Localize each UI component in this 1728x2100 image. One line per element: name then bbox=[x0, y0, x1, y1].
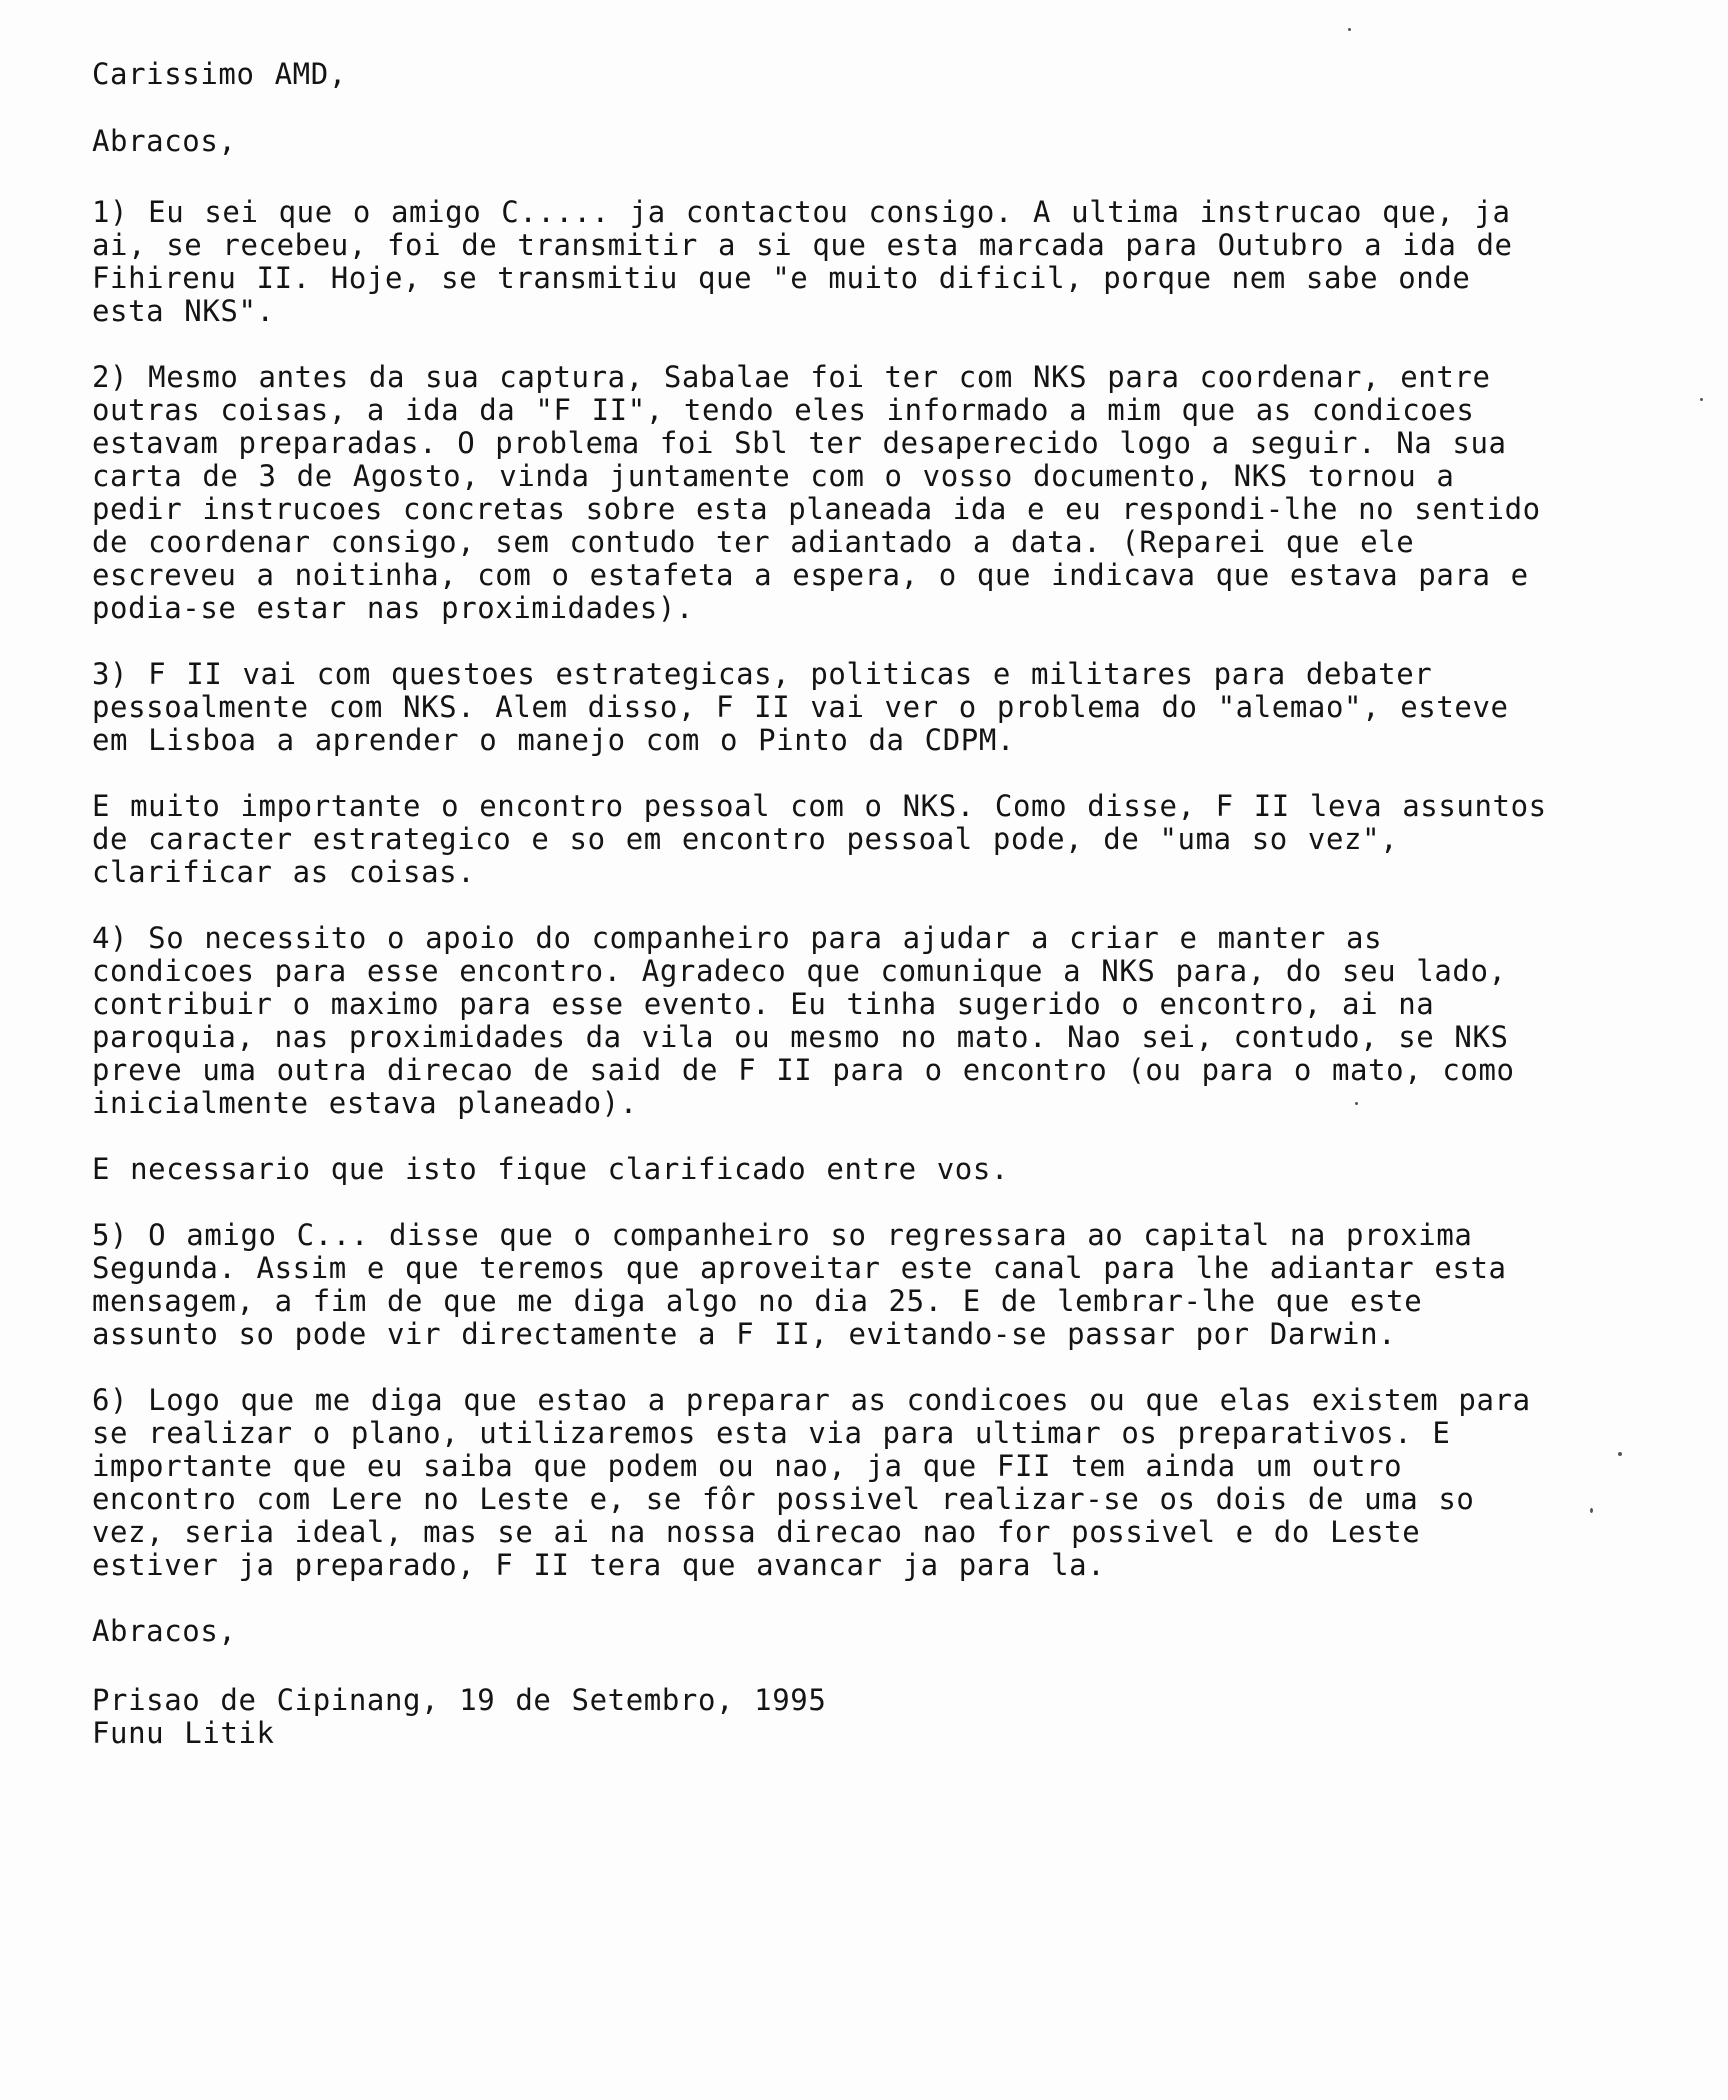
paragraph-line: Fihirenu II. Hoje, se transmitiu que "e muito dificil, porque nem sabe onde bbox=[92, 261, 1471, 295]
paragraph-line: se realizar o plano, utilizaremos esta via para ultimar os preparativos. E bbox=[92, 1416, 1451, 1450]
paragraph-8 bbox=[92, 1384, 1672, 1582]
paragraph-line: de coordenar consigo, sem contudo ter adiantado a data. (Reparei que ele bbox=[92, 525, 1415, 559]
paragraph-line: 3) F II vai com questoes estrategicas, politicas e militares para debater bbox=[92, 657, 1433, 691]
paragraph-line: vez, seria ideal, mas se ai na nossa direcao nao for possivel e do Leste bbox=[92, 1515, 1421, 1549]
paragraph-line: em Lisboa a aprender o manejo com o Pinto da CDPM. bbox=[92, 723, 1015, 757]
paragraph-line: condicoes para esse encontro. Agradeco que comunique a NKS para, do seu lado, bbox=[92, 954, 1507, 988]
paragraph-line: mensagem, a fim de que me diga algo no dia 25. E de lembrar-lhe que este bbox=[92, 1284, 1423, 1318]
paragraph-2 bbox=[92, 361, 1672, 625]
sign-off-block bbox=[92, 1684, 1672, 1750]
scan-speck bbox=[1348, 28, 1351, 31]
paragraph-line: contribuir o maximo para esse evento. Eu tinha sugerido o encontro, ai na bbox=[92, 987, 1435, 1021]
paragraph-line: de caracter estrategico e so em encontro pessoal pode, de "uma so vez", bbox=[92, 822, 1399, 856]
paragraph-line: estiver ja preparado, F II tera que avancar ja para la. bbox=[92, 1548, 1106, 1582]
paragraph-line: encontro com Lere no Leste e, se fôr possivel realizar-se os dois de uma so bbox=[92, 1482, 1475, 1516]
paragraph-line: 2) Mesmo antes da sua captura, Sabalae foi ter com NKS para coordenar, entre bbox=[92, 360, 1491, 394]
paragraph-line: 1) Eu sei que o amigo C..... ja contactou consigo. A ultima instrucao que, ja bbox=[92, 195, 1511, 229]
paragraph-line: estavam preparadas. O problema foi Sbl ter desaperecido logo a seguir. Na sua bbox=[92, 426, 1507, 460]
paragraph-line: paroquia, nas proximidades da vila ou mesmo no mato. Nao sei, contudo, se NKS bbox=[92, 1020, 1509, 1054]
paragraph-line: inicialmente estava planeado). bbox=[92, 1086, 638, 1120]
scan-speck bbox=[1700, 398, 1703, 401]
paragraph-line: assunto so pode vir directamente a F II, evitando-se passar por Darwin. bbox=[92, 1317, 1397, 1351]
paragraph-line: 5) O amigo C... disse que o companheiro so regressara ao capital na proxima bbox=[92, 1218, 1473, 1252]
paragraph-line: 4) So necessito o apoio do companheiro para ajudar a criar e manter as bbox=[92, 921, 1383, 955]
paragraph-line: preve uma outra direcao de said de F II para o encontro (ou para o mato, como bbox=[92, 1053, 1515, 1087]
paragraph-line: esta NKS". bbox=[92, 294, 275, 328]
place-date: Prisao de Cipinang, 19 de Setembro, 1995 bbox=[92, 1683, 827, 1717]
paragraph-line: outras coisas, a ida da "F II", tendo eles informado a mim que as condicoes bbox=[92, 393, 1475, 427]
paragraph-line: clarificar as coisas. bbox=[92, 855, 476, 889]
paragraph-line: pedir instrucoes concretas sobre esta planeada ida e eu respondi-lhe no sentido bbox=[92, 492, 1541, 526]
greeting: Abracos, bbox=[92, 124, 237, 158]
letter-body bbox=[92, 58, 1672, 1750]
paragraph-line: 6) Logo que me diga que estao a preparar as condicoes ou que elas existem para bbox=[92, 1383, 1531, 1417]
paragraph-line: ai, se recebeu, foi de transmitir a si que esta marcada para Outubro a ida de bbox=[92, 228, 1513, 262]
signature: Funu Litik bbox=[92, 1716, 275, 1750]
paragraph-line: podia-se estar nas proximidades). bbox=[92, 591, 694, 625]
paragraph-line: Segunda. Assim e que teremos que aproveitar este canal para lhe adiantar esta bbox=[92, 1251, 1507, 1285]
paragraph-4 bbox=[92, 790, 1672, 889]
paragraph-1 bbox=[92, 196, 1672, 328]
paragraph-3 bbox=[92, 658, 1672, 757]
salutation: Carissimo AMD, bbox=[92, 57, 347, 91]
paragraph-line: E muito importante o encontro pessoal com o NKS. Como disse, F II leva assuntos bbox=[92, 789, 1547, 823]
paragraph-line: E necessario que isto fique clarificado entre vos. bbox=[92, 1152, 1009, 1186]
paragraph-line: pessoalmente com NKS. Alem disso, F II vai ver o problema do "alemao", esteve bbox=[92, 690, 1509, 724]
paragraph-5 bbox=[92, 922, 1672, 1120]
closing: Abracos, bbox=[92, 1614, 237, 1648]
paragraph-line: carta de 3 de Agosto, vinda juntamente com o vosso documento, NKS tornou a bbox=[92, 459, 1455, 493]
paragraph-line: importante que eu saiba que podem ou nao, ja que FII tem ainda um outro bbox=[92, 1449, 1403, 1483]
paragraph-6 bbox=[92, 1153, 1672, 1186]
paragraph-line: escreveu a noitinha, com o estafeta a espera, o que indicava que estava para e bbox=[92, 558, 1529, 592]
paragraph-7 bbox=[92, 1219, 1672, 1351]
